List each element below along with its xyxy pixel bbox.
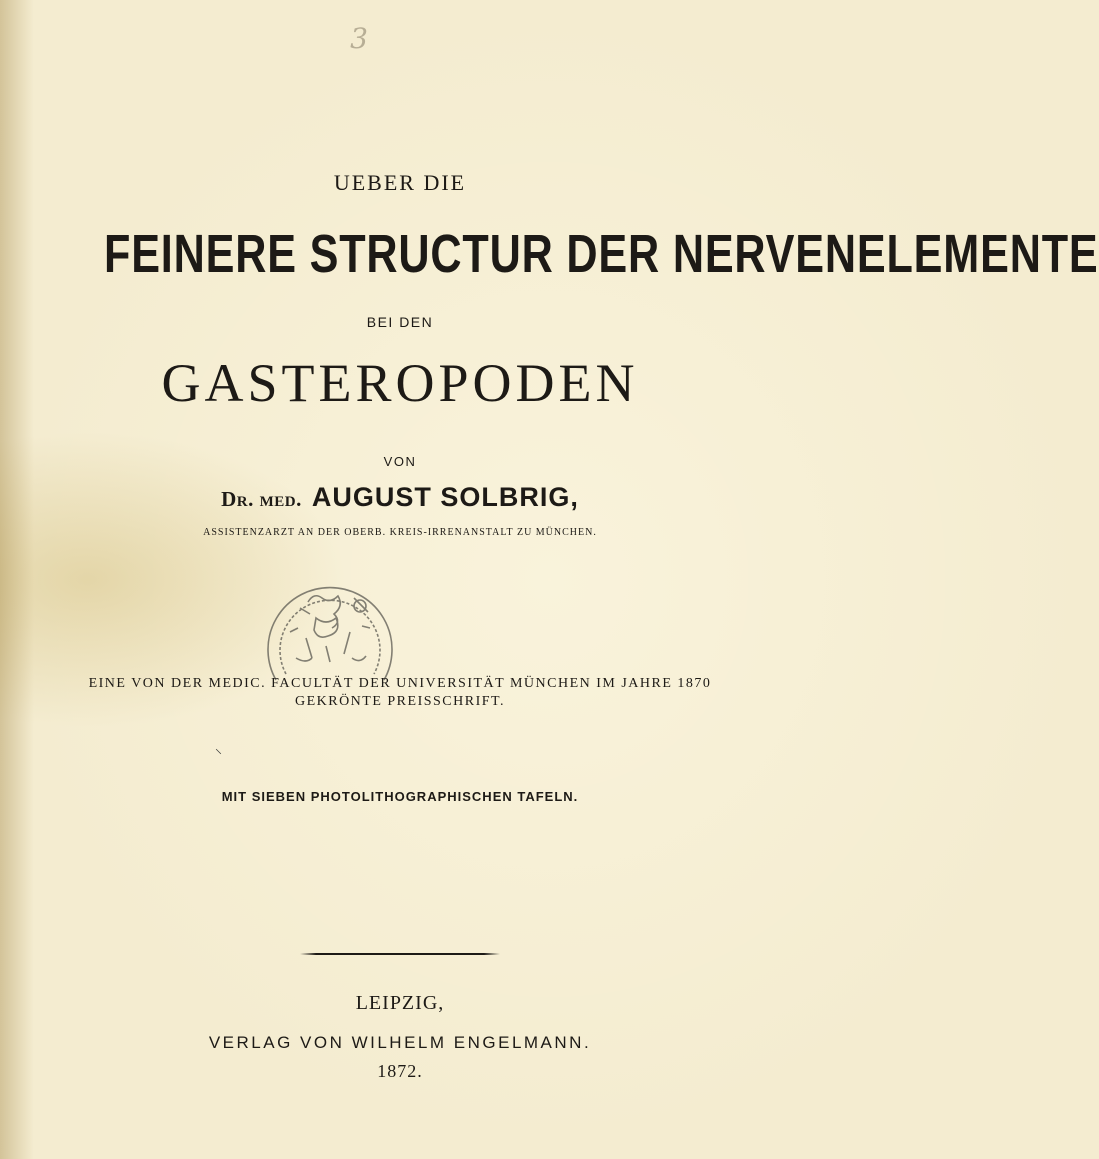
imprint-year: 1872.: [377, 1061, 423, 1081]
title-line-3: BEI DEN: [366, 314, 434, 330]
title-line-1: UEBER DIE: [333, 170, 467, 195]
imprint-city: LEIPZIG,: [355, 992, 445, 1014]
subject-title: GASTEROPODEN: [161, 353, 639, 413]
handwritten-mark: 3: [350, 22, 368, 55]
author-name: AUGUST SOLBRIG,: [311, 482, 579, 512]
pencil-tick-icon: ⸜: [215, 742, 222, 757]
author-prefix: Dr. med.: [221, 487, 302, 511]
dissertation-line-2: GEKRÖNTE PREISSCHRIFT.: [294, 694, 506, 709]
main-title: FEINERE STRUCTUR DER NERVENELEMENTE: [104, 224, 1099, 284]
by-label: VON: [383, 454, 417, 469]
divider-rule: [300, 953, 500, 955]
imprint-publisher: VERLAG VON WILHELM ENGELMANN.: [208, 1033, 592, 1052]
plates-note: MIT SIEBEN PHOTOLITHOGRAPHISCHEN TAFELN.: [221, 789, 579, 804]
dissertation-line-1: EINE VON DER MEDIC. FACULTÄT DER UNIVERSITÄT MÜNCHEN IM JAHRE 1870: [88, 676, 712, 691]
author-position: ASSISTENZARZT AN DER OBERB. KREIS-IRRENANSTALT ZU MÜNCHEN.: [203, 527, 597, 538]
author-line: [0, 482, 800, 513]
